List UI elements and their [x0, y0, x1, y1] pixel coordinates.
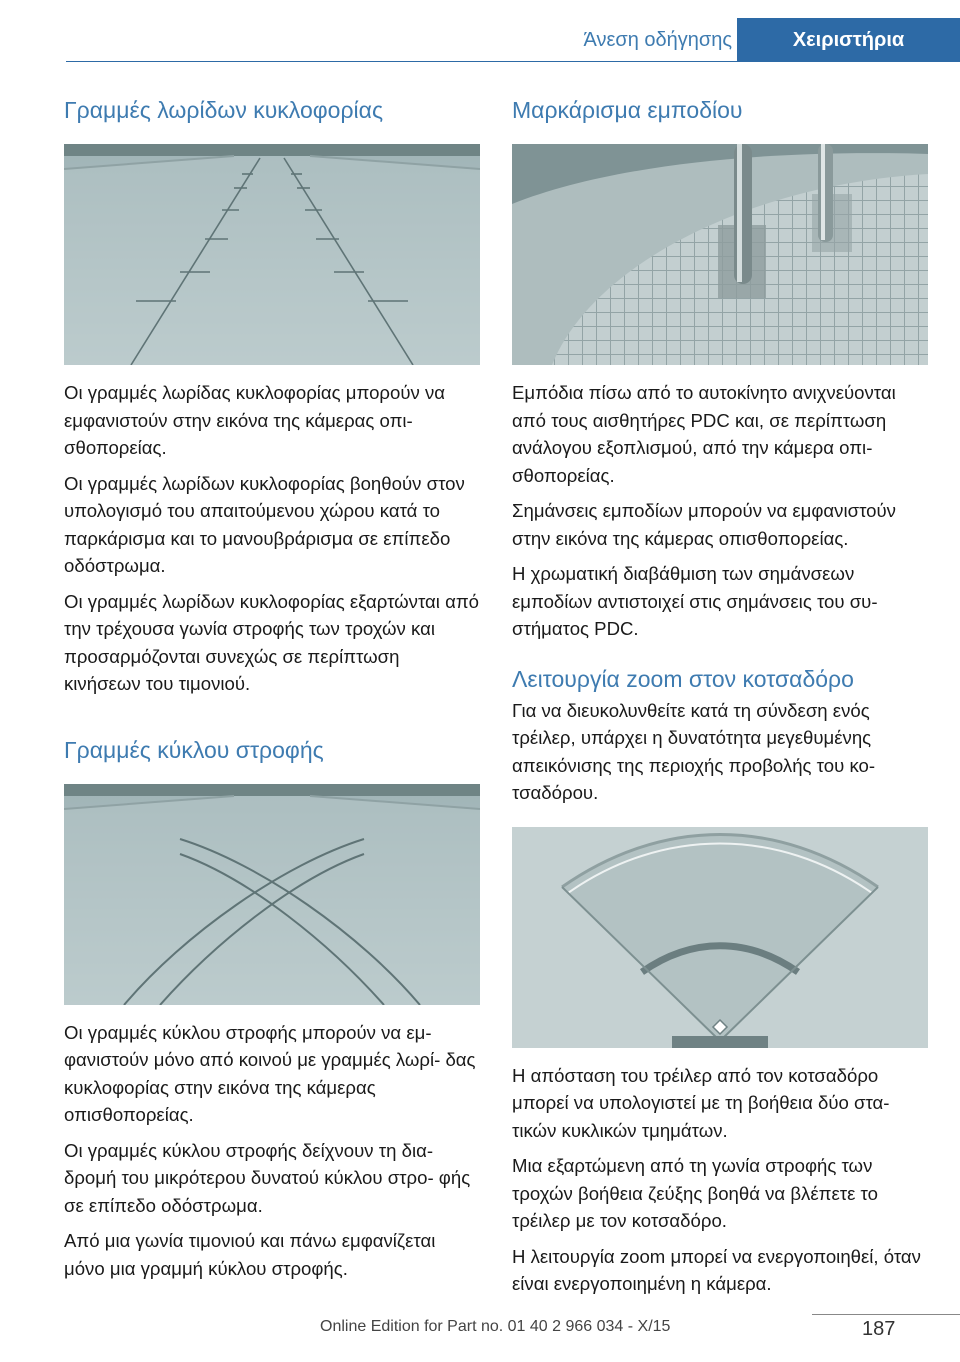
heading-obstacle-marking: Μαρκάρισμα εμποδίου [512, 97, 743, 123]
lane-lines-text-3: Οι γραμμές λωρίδων κυκλοφορίας εξαρτώνται από την τρέχουσα γωνία στροφής των τροχών και προσαρμόζονται συνεχώς σε περίπτωση κινήσεων του τιμονιού. [64, 590, 480, 694]
active-section-tab[interactable]: Χειριστήρια [737, 18, 960, 62]
hitch-zoom-figure [512, 827, 928, 1048]
header-rule [66, 61, 960, 62]
hitch-zoom-text-3: Μια εξαρτώμενη από τη γωνία στροφής των τροχών βοήθεια ζεύξης βοηθά να βλέπετε το τρέιλερ με τον κοτσαδόρο. [512, 1155, 878, 1231]
heading-hitch-zoom: Λειτουργία zoom στον κοτσαδόρο [512, 665, 854, 692]
footer-rule [812, 1314, 960, 1315]
hitch-zoom-text-1: Για να διευκολυνθείτε κατά τη σύνδεση ενός τρέιλερ, υπάρχει η δυνατότητα μεγεθυμένης απεικόνισης της περιοχής προβολής του κο‐ τσαδόρου. [512, 699, 876, 803]
right-column [512, 96, 928, 1298]
hitch-zoom-text-4: Η λειτουργία zoom μπορεί να ενεργοποιηθεί, όταν είναι ενεργοποιημένη η κάμερα. [512, 1245, 921, 1294]
heading-turning-circle: Γραμμές κύκλου στροφής [64, 736, 324, 763]
turning-circle-text-3: Από μια γωνία τιμονιού και πάνω εμφανίζεται μόνο μια γραμμή κύκλου στροφής. [64, 1230, 436, 1279]
obstacle-text-1: Εμπόδια πίσω από το αυτοκίνητο ανιχνεύονται από τους αισθητήρες PDC και, σε περίπτωση ανάλογου εξοπλισμού, από την κάμερα οπι‐ σθοπορείας. [512, 382, 896, 486]
lane-lines-text-2: Οι γραμμές λωρίδων κυκλοφορίας βοηθούν στον υπολογισμό του απαιτούμενου χώρου κατά το παρκάρισμα και το μανουβράρισμα σε επίπεδο οδόστρωμα. [64, 472, 465, 576]
turning-circle-text-1: Οι γραμμές κύκλου στροφής μπορούν να εμ‐ φανιστούν μόνο από κοινού με γραμμές λωρί‐ δας κυκλοφορίας στην εικόνα της κάμερας οπισθοπορείας. [64, 1021, 476, 1125]
turning-circle-figure [64, 784, 480, 1005]
edition-note: Online Edition for Part no. 01 40 2 966 034 - X/15 [320, 1318, 671, 1335]
section-tab[interactable]: Άνεση οδήγησης [583, 29, 732, 51]
obstacle-text-2: Σημάνσεις εμποδίων μπορούν να εμφανιστούν στην εικόνα της κάμερας οπισθοπορείας. [512, 500, 896, 549]
turning-circle-text-2: Οι γραμμές κύκλου στροφής δείχνουν τη δια‐ δρομή του μικρότερου δυνατού κύκλου στρο‐ φής σε επίπεδο οδόστρωμα. [64, 1139, 471, 1216]
left-column [64, 96, 480, 1282]
heading-lane-lines: Γραμμές λωρίδων κυκλοφορίας [64, 97, 384, 123]
hitch-zoom-text-2: Η απόσταση του τρέιλερ από τον κοτσαδόρο μπορεί να υπολογιστεί με τη βοήθεια δύο στα‐ τικών κυκλικών τμημάτων. [512, 1064, 890, 1141]
page-number: 187 [862, 1318, 896, 1340]
obstacle-text-3: Η χρωματική διαβάθμιση των σημάνσεων εμποδίων αντιστοιχεί στις σημάνσεις του συ‐ στήματος PDC. [512, 563, 878, 639]
lane-lines-text-1: Οι γραμμές λωρίδας κυκλοφορίας μπορούν να εμφανιστούν στην εικόνα της κάμερας οπι‐ σθοπορείας. [64, 382, 446, 458]
lane-lines-figure [64, 144, 480, 365]
obstacle-marking-figure [512, 144, 928, 365]
page-header [0, 0, 960, 62]
